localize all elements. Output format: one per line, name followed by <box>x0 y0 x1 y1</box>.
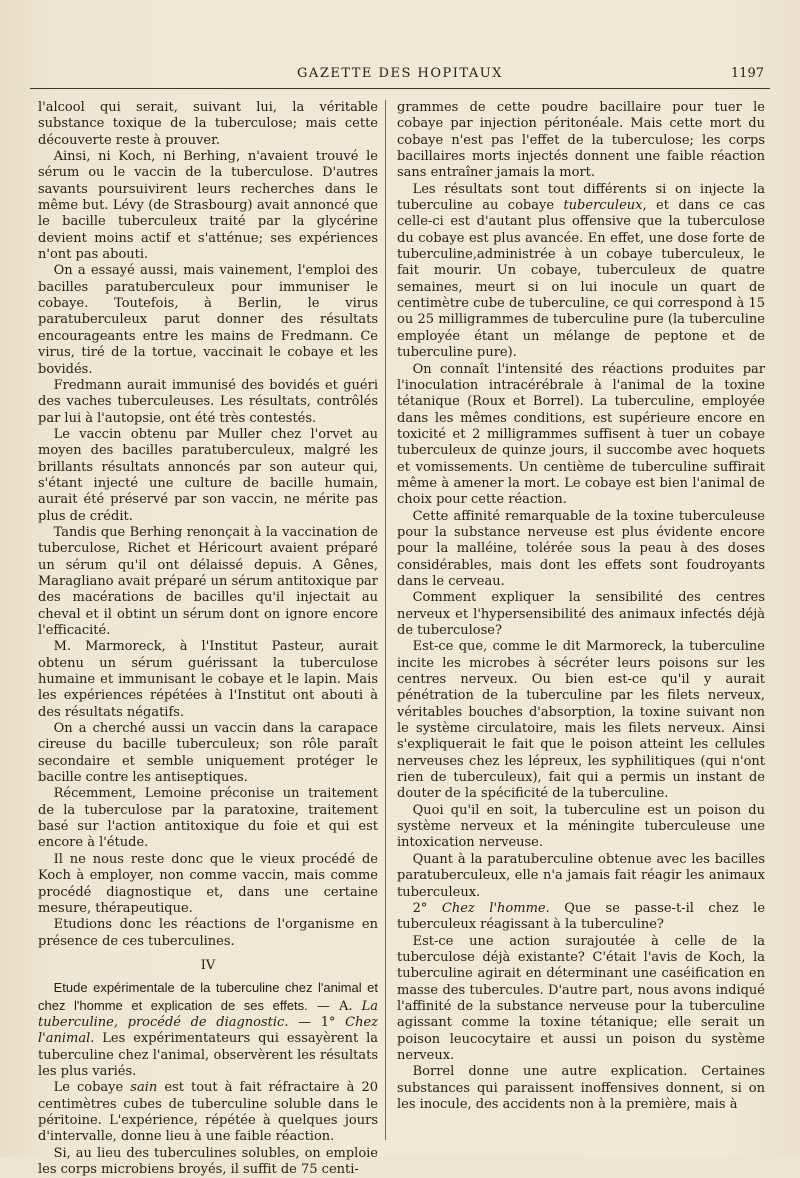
paragraph: grammes de cette poudre bacillaire pour tuer le cobaye par injection péritonéale. Mais cette mort du cobaye n'est pas l'effet de la tuberculose; les corps bacillaires morts injectés donnent une faible réaction sans entraîner jamais la mort. <box>397 100 765 181</box>
italic-text: Chez l'homme. <box>441 900 550 916</box>
left-column <box>38 100 378 1178</box>
text: Le cobaye <box>53 1080 131 1096</box>
subheading-italic-2: Chez l'animal. <box>38 1014 378 1047</box>
paragraph: Tandis que Berhing renonçait à la vaccination de tuberculose, Richet et Héricourt avaient préparé un sérum qu'il ont délaissé depuis. A Gênes, Maragliano avait préparé un sérum antitoxique par des macérations de bacilles qu'il injectait au cheval et il obtint un sérum dont on ignore encore l'efficacité. <box>38 524 378 638</box>
italic-text: tuberculeux <box>563 198 643 214</box>
section-heading-paragraph <box>38 980 378 1080</box>
section-heading: Etude expérimentale de la tuberculine chez l'animal et chez l'homme et explication de ses effets. <box>38 980 378 1013</box>
paragraph: Quant à la paratuberculine obtenue avec les bacilles paratuberculeux, elle n'a jamais fait réagir les animaux tuberculeux. <box>397 851 765 900</box>
paragraph <box>38 1080 378 1145</box>
text: , et dans ce cas celle-ci est d'autant plus offensive que la tuberculose du cobaye est plus avancée. En effet, une dose forte de tuberculine,administrée à un cobaye tuberculeux, le fait mourir. Un cobaye, tuberculeux de quatre semaines, meurt si on lui inocule un quart de centimètre cube de tuberculine, ce qui correspond à 15 ou 25 milligrammes de tuberculine pure (la tuberculine employée étant un mélange de peptone et de tuberculine pure). <box>397 198 765 361</box>
paragraph: l'alcool qui serait, suivant lui, la véritable substance toxique de la tuberculose; mais cette découverte reste à prouver. <box>38 100 378 148</box>
paragraph: On a essayé aussi, mais vainement, l'emploi des bacilles paratuberculeux pour immuniser le cobaye. Toutefois, à Berlin, le virus paratuberculeux parut donner des résultats encourageants entre les mains de Fredmann. Ce virus, tiré de la tortue, vaccinait le cobaye et les bovidés. <box>38 263 378 377</box>
paragraph: Ainsi, ni Koch, ni Berhing, n'avaient trouvé le sérum ou le vaccin de la tuberculose. D'autres savants poursuivirent leurs recherches dans le même but. Lévy (de Strasbourg) avait annoncé que le bacille tuberculeux traité par la glycérine devient moins actif et s'atténue; ses expériences n'ont pas abouti. <box>38 149 378 263</box>
paragraph: Si, au lieu des tuberculines solubles, on emploie les corps microbiens broyés, il suffit de 75 centi- <box>38 1145 378 1177</box>
heading-dash-2: — 1° <box>288 1014 346 1030</box>
subheading-italic: La tuberculine, procédé de diagnostic. <box>38 998 379 1030</box>
paragraph: Il ne nous reste donc que le vieux procédé de Koch à employer, non comme vaccin, mais comme procédé diagnostique et, dans une certaine mesure, thérapeutique. <box>38 851 378 916</box>
text: est tout à fait réfractaire à 20 centimètres cubes de tuberculine soluble dans le péritoine. L'expérience, répétée à quelques jours d'intervalle, donne lieu à une faible réaction. <box>38 1080 379 1145</box>
heading-rest: Les expérimentateurs qui essayèrent la tuberculine chez l'animal, observèrent les résultats les plus variés. <box>38 1031 378 1079</box>
italic-text: sain <box>130 1080 158 1096</box>
heading-dash: — A. <box>307 998 362 1014</box>
text: 2° <box>412 900 442 916</box>
paragraph: Cette affinité remarquable de la toxine tuberculeuse pour la substance nerveuse est plus évidente encore pour la malléine, tolérée sous la peau à des doses considérables, mais dont les effets sont foudroyants dans le cerveau. <box>397 508 765 589</box>
paragraph: On connaît l'intensité des réactions produites par l'inoculation intracérébrale à l'animal de la toxine tétanique (Roux et Borrel). La tuberculine, employée dans les mêmes conditions, est supérieure encore en toxicité et 2 milligrammes suffisent à tuer un cobaye tuberculeux de quinze jours, il succombe avec hoquets et vomissements. Un centième de tuberculine suffirait même à amener la mort. Le cobaye est bien l'animal de choix pour cette réaction. <box>397 361 765 508</box>
paragraph: Récemment, Lemoine préconise un traitement de la tuberculose par la paratoxine, traitement basé sur l'action antitoxique du foie et qui est encore à l'étude. <box>38 786 378 851</box>
paragraph: Le vaccin obtenu par Muller chez l'orvet au moyen des bacilles paratuberculeux, malgré les brillants résultats annoncés par son auteur qui, s'étant injecté une culture de bacille humain, aurait été préservé par son vaccin, ne mérite pas plus de crédit. <box>38 426 378 524</box>
paragraph <box>397 182 765 362</box>
paragraph: M. Marmoreck, à l'Institut Pasteur, aurait obtenu un sérum guérissant la tuberculose humaine et immunisant le cobaye et le lapin. Mais les expériences répétées à l'Institut ont abouti à des résultats négatifs. <box>38 639 378 720</box>
header-rule <box>30 88 770 89</box>
paragraph <box>397 901 765 934</box>
page-header <box>30 64 770 86</box>
paragraph: Fredmann aurait immunisé des bovidés et guéri des vaches tuberculeuses. Les résultats, contrôlés par lui à l'autopsie, ont été très contestés. <box>38 377 378 426</box>
paragraph: Etudions donc les réactions de l'organisme en présence de ces tuberculines. <box>38 917 378 949</box>
right-column <box>397 100 765 1113</box>
text: Que se passe-t-il chez le tuberculeux réagissant à la tuberculine? <box>397 900 766 933</box>
paragraph: Est-ce que, comme le dit Marmoreck, la tuberculine incite les microbes à sécréter leurs poisons sur les centres nerveux. Ou bien est-ce qu'il y aurait pénétration de la tuberculine par les filets nerveux, véritables bouches d'absorption, la toxine suivant non le système circulatoire, mais les filets nerveux. Ainsi s'expliquerait le fait que le poison atteint les cellules nerveuses chez les lépreux, les syphilitiques (qui n'ont rien de tuberculeux), fait qui a permis un instant de douter de la spécificité de la tuberculine. <box>397 639 765 802</box>
paragraph: Est-ce une action surajoutée à celle de la tuberculose déjà existante? C'était l'avis de Koch, la tuberculine agirait en déterminant une caséification en masse des tubercules. D'autre part, nous avons indiqué l'affinité de la substance nerveuse pour la tuberculine agissant comme la toxine tétanique; elle serait un poison leucocytaire et aussi un poison du système nerveux. <box>397 933 765 1063</box>
paragraph: Borrel donne une autre explication. Certaines substances qui paraissent inoffensives donnent, si on les inocule, des accidents non à la première, mais à <box>397 1064 765 1112</box>
journal-title: GAZETTE DES HOPITAUX <box>297 66 503 81</box>
section-number: IV <box>200 957 216 973</box>
paragraph: Comment expliquer la sensibilité des centres nerveux et l'hypersensibilité des animaux infectés déjà de tuberculose? <box>397 590 765 638</box>
paragraph: On a cherché aussi un vaccin dans la carapace cireuse du bacille tuberculeux; son rôle paraît secondaire et semble uniquement protéger le bacille contre les antiseptiques. <box>38 721 378 786</box>
column-divider <box>385 100 386 1140</box>
paragraph: Quoi qu'il en soit, la tuberculine est un poison du système nerveux et la méningite tuberculeuse une intoxication nerveuse. <box>397 802 765 851</box>
page-number: 1197 <box>730 66 764 81</box>
text: Les résultats sont tout différents si on injecte la tuberculine au cobaye <box>397 181 765 214</box>
